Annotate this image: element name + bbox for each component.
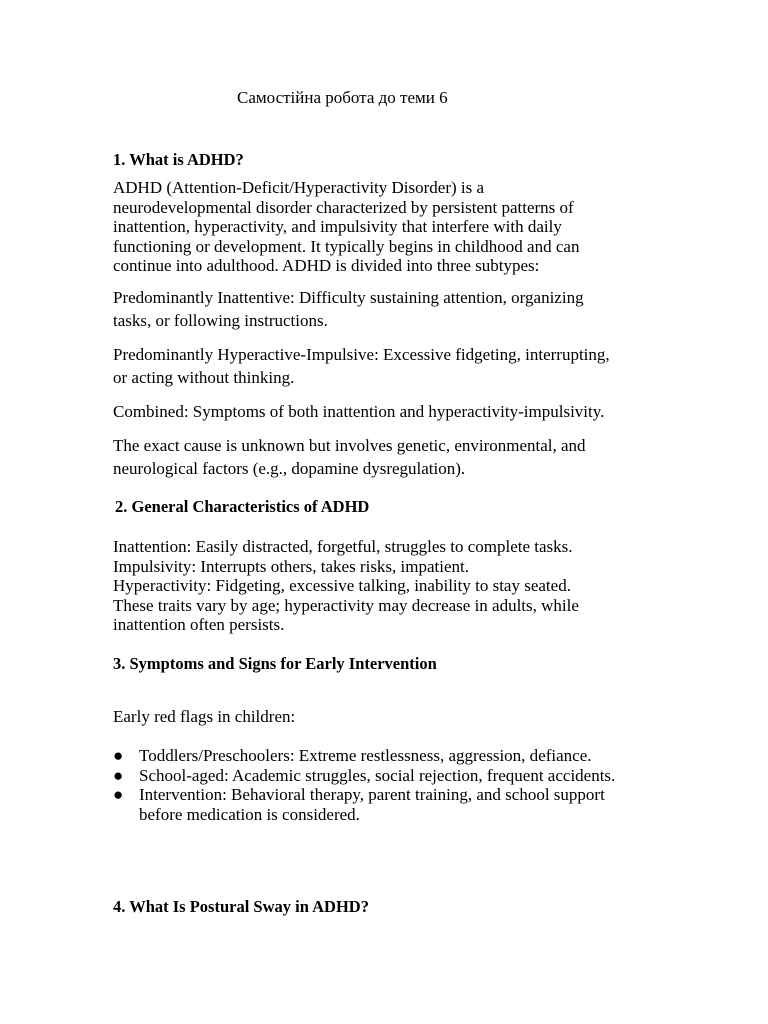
bullet-icon: ● [113, 746, 124, 765]
subtype-combined: Combined: Symptoms of both inattention and hyperactivity-impulsivity. [113, 402, 605, 421]
section-1-intro [113, 178, 579, 276]
subtype-line: Predominantly Inattentive: Difficulty sustaining attention, organizing [113, 288, 584, 307]
bullet-icon: ● [113, 785, 124, 805]
bullet-icon: ● [113, 765, 124, 785]
characteristic-line: Impulsivity: Interrupts others, takes risks, impatient. [113, 556, 470, 576]
section-3-heading: 3. Symptoms and Signs for Early Intervention [113, 654, 437, 673]
list-item [113, 746, 615, 766]
characteristic-line: Inattention: Easily distracted, forgetful, struggles to complete tasks. [113, 537, 573, 556]
characteristic-line: Hyperactivity: Fidgeting, excessive talking, inability to stay seated. [113, 576, 571, 596]
intro-line: ADHD (Attention-Deficit/Hyperactivity Disorder) is a [113, 178, 485, 197]
characteristics-paragraph [113, 537, 579, 635]
subtype-line: or acting without thinking. [113, 368, 295, 387]
intro-line: inattention, hyperactivity, and impulsivity that interfere with daily [113, 217, 562, 237]
list-item [113, 785, 615, 824]
intro-line: continue into adulthood. ADHD is divided into three subtypes: [113, 256, 540, 276]
intro-line: neurodevelopmental disorder characterized by persistent patterns of [113, 197, 574, 217]
list-item-text: Intervention: Behavioral therapy, parent training, and school support [139, 785, 605, 805]
subtype-inattentive [113, 286, 584, 332]
list-item-text: School-aged: Academic struggles, social rejection, frequent accidents. [139, 765, 616, 785]
list-item-text: Toddlers/Preschoolers: Extreme restlessness, aggression, defiance. [139, 746, 592, 765]
document-title: Самостійна робота до теми 6 [237, 88, 448, 107]
early-flags-lead: Early red flags in children: [113, 707, 296, 726]
list-item [113, 766, 615, 786]
section-1-heading: 1. What is ADHD? [113, 150, 244, 169]
subtype-line: Predominantly Hyperactive-Impulsive: Excessive fidgeting, interrupting, [113, 345, 610, 364]
characteristic-line: inattention often persists. [113, 615, 285, 635]
cause-line: neurological factors (e.g., dopamine dysregulation). [113, 459, 466, 478]
section-2-heading: 2. General Characteristics of ADHD [115, 497, 370, 516]
characteristic-line: These traits vary by age; hyperactivity may decrease in adults, while [113, 595, 579, 615]
cause-line: The exact cause is unknown but involves genetic, environmental, and [113, 436, 586, 455]
intro-line: functioning or development. It typically begins in childhood and can [113, 236, 580, 256]
cause-paragraph [113, 434, 586, 480]
list-item-text: before medication is considered. [139, 804, 360, 824]
early-signs-list [113, 746, 615, 824]
subtype-hyperactive [113, 343, 610, 389]
section-4-heading: 4. What Is Postural Sway in ADHD? [113, 897, 369, 916]
subtype-line: tasks, or following instructions. [113, 311, 328, 330]
